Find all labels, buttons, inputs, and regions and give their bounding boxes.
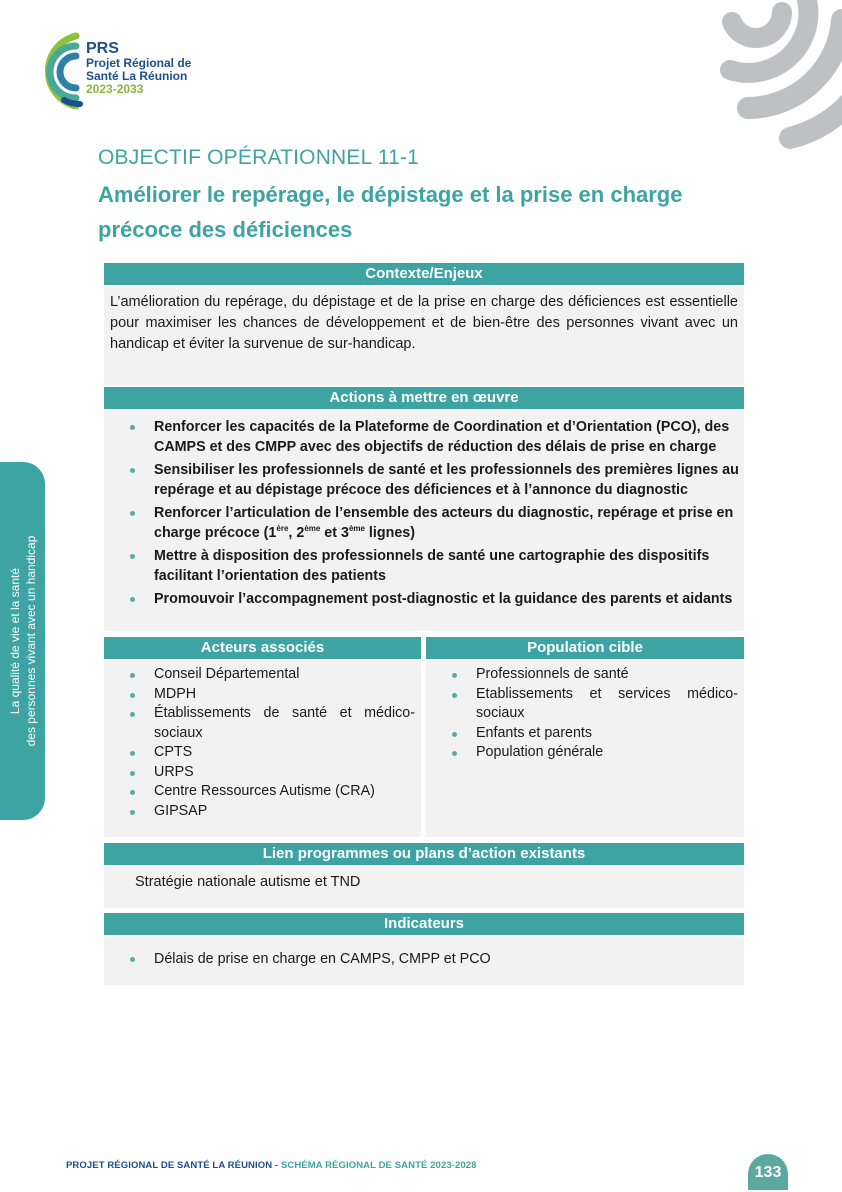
logo-line-2: Santé La Réunion [86, 69, 188, 83]
actions-section [104, 387, 744, 631]
population-item: Professionnels de santé [426, 665, 744, 685]
logo-line-1: Projet Régional de [86, 56, 192, 70]
indicators-heading: Indicateurs [104, 913, 744, 935]
actor-item: Centre Ressources Autisme (CRA) [104, 782, 421, 802]
actor-item: GIPSAP [104, 802, 421, 822]
population-item: Population générale [426, 743, 744, 763]
context-heading: Contexte/Enjeux [104, 263, 744, 285]
action-item: Promouvoir l’accompagnement post-diagnostic et la guidance des parents et aidants [104, 589, 744, 609]
objective-title: Améliorer le repérage, le dépistage et la prise en charge précoce des déficiences [98, 182, 683, 242]
population-section [426, 637, 744, 837]
objective-kicker: OBJECTIF OPÉRATIONNEL 11-1 [98, 146, 420, 169]
actor-item: Conseil Départemental [104, 665, 421, 685]
footer-part-1: PROJET RÉGIONAL DE SANTÉ LA RÉUNION [66, 1160, 273, 1171]
footer-part-2: SCHÉMA RÉGIONAL DE SANTÉ 2023-2028 [280, 1160, 477, 1171]
decorative-arcs-icon [692, 0, 842, 160]
links-section [104, 843, 744, 908]
indicators-list [104, 949, 744, 969]
actors-heading: Acteurs associés [104, 637, 421, 659]
indicator-item: Délais de prise en charge en CAMPS, CMPP et PCO [104, 949, 744, 969]
population-item: Etablissements et services médico-sociaux [426, 685, 744, 724]
action-item: Renforcer les capacités de la Plateforme de Coordination et d’Orientation (PCO), des CAMPS et des CMPP avec des objectifs de réduction des délais de prise en charge [104, 417, 744, 457]
population-item: Enfants et parents [426, 724, 744, 744]
logo-years: 2023-2033 [86, 82, 144, 96]
actor-item: CPTS [104, 743, 421, 763]
links-text: Stratégie nationale autisme et TND [135, 874, 361, 890]
population-heading: Population cible [426, 637, 744, 659]
side-tab-line-1: La qualité de vie et la santé [7, 567, 22, 715]
action-item: Mettre à disposition des professionnels de santé une cartographie des dispositifs facilitant l’orientation des patients [104, 546, 744, 586]
prs-logo [24, 30, 204, 110]
actions-list [104, 417, 744, 609]
action-item: Sensibiliser les professionnels de santé et les professionnels des premières lignes au repérage et au dépistage précoce des déficiences et à l’annonce du diagnostic [104, 460, 744, 500]
side-tab-line-2: des personnes vivant avec un handicap [23, 535, 38, 747]
population-list [426, 665, 744, 763]
actor-item: MDPH [104, 685, 421, 705]
context-text: L’amélioration du repérage, du dépistage et de la prise en charge des déficiences est essentielle pour maximiser les chances de développement et de bien-être des personnes vivant avec un handicap et éviter la survenue de sur-handicap. [110, 294, 738, 352]
actions-heading: Actions à mettre en œuvre [104, 387, 744, 409]
links-heading: Lien programmes ou plans d’action existants [104, 843, 744, 865]
logo-arcs-icon [24, 30, 84, 110]
logo-acronym: PRS [86, 40, 119, 57]
footer-text: PROJET RÉGIONAL DE SANTÉ LA RÉUNION - SCHÉMA RÉGIONAL DE SANTÉ 2023-2028 [66, 1160, 477, 1171]
page-number-badge: 133 [748, 1154, 788, 1190]
context-section [104, 263, 744, 385]
section-side-tab [0, 462, 45, 820]
actor-item: Établissements de santé et médico-sociaux [104, 704, 421, 743]
action-item: Renforcer l’articulation de l’ensemble des acteurs du diagnostic, repérage et prise en charge précoce (1ère, 2ème et 3ème lignes) [104, 503, 744, 543]
actors-list [104, 665, 421, 821]
indicators-section [104, 913, 744, 985]
actors-section [104, 637, 421, 837]
actor-item: URPS [104, 763, 421, 783]
